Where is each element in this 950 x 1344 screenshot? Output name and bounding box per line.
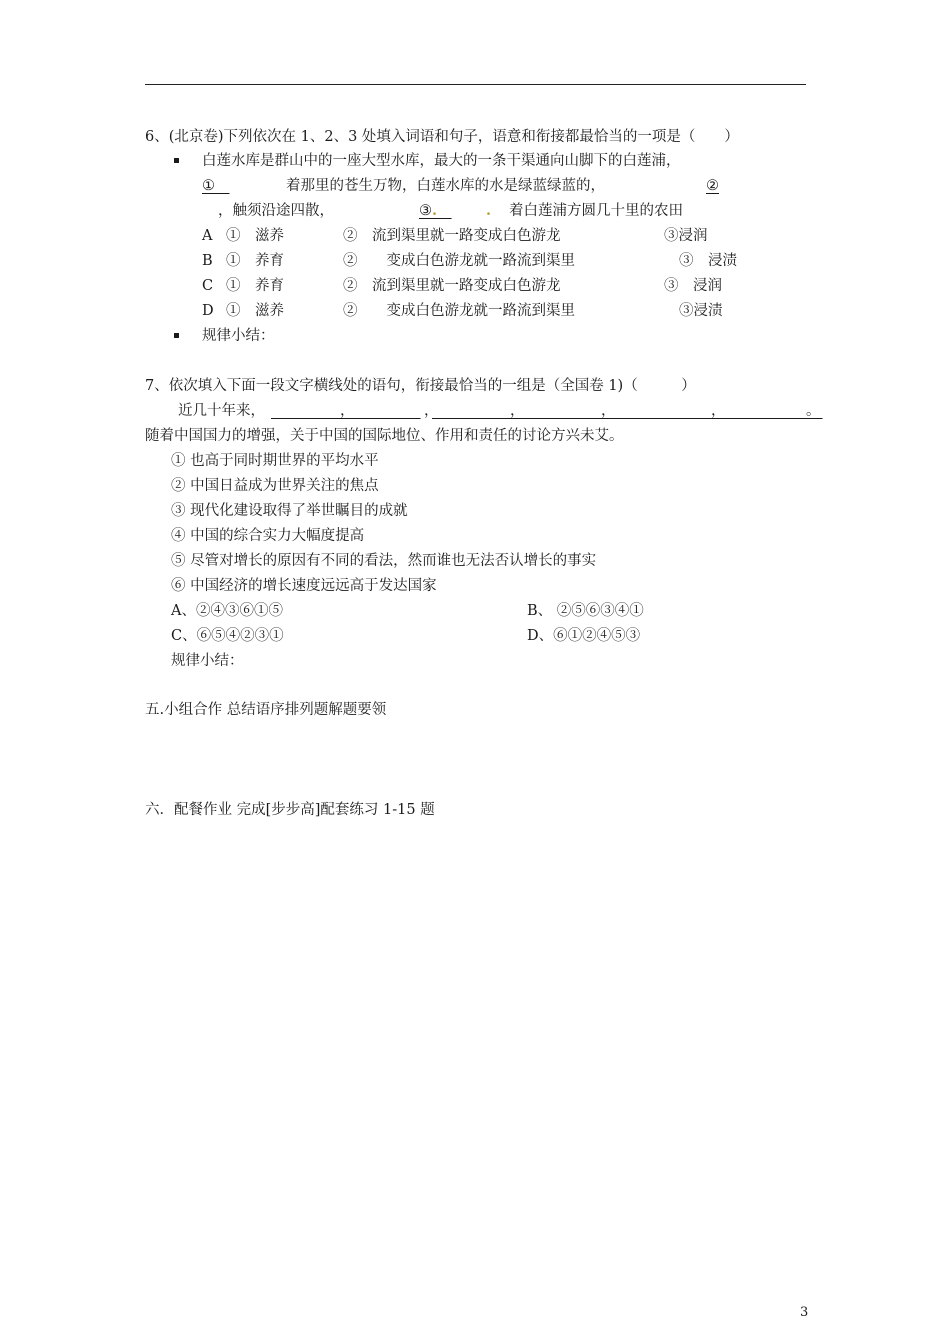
section-6-heading: 六．配餐作业 完成[步步高]配套练习 1-15 题 [145,802,435,818]
q6-blank-1: ① [202,178,230,194]
q7-period: 。 [806,403,821,419]
q6-prompt: 6、(北京卷)下列依次在 1、2、3 处填入词语和句子，语意和衔接都最恰当的一项是（ ） [145,129,739,145]
q7-sentence: ① 也高于同时期世界的平均水平 [171,453,379,469]
q6-passage-line1: 白莲水库是群山中的一座大型水库，最大的一条干渠通向山脚下的白莲浦， [202,153,681,169]
q7-option-b: B、 ②⑤⑥③④① [527,603,644,619]
q7-sentence: ⑥ 中国经济的增长速度远远高于发达国家 [171,578,437,594]
q6-blank-3: ③. [419,202,438,219]
q6-passage-line2: 着那里的苍生万物，白莲水库的水是绿蓝绿蓝的， [286,178,605,194]
q7-sentence: ④ 中国的综合实力大幅度提高 [171,528,365,544]
q6-passage-line3a: ，触须沿途四散， [218,203,334,219]
header-rule [145,84,806,85]
q7-blank-2 [348,401,421,421]
q7-prompt: 7、依次填入下面一段文字横线处的语句，衔接最恰当的一组是（全国卷 1)（ ） [145,378,696,394]
section-5-heading: 五.小组合作 总结语序排列题解题要领 [145,702,387,718]
q7-option-a: A、②④③⑥①⑤ [171,603,283,619]
q7-comma: ， [424,403,439,419]
bullet-icon [174,158,179,163]
page-number: 3 [800,1305,809,1320]
mark-dot: . [486,202,492,219]
q6-summary-label: 规律小结： [202,328,275,344]
q6-blank-2: ② [706,178,719,194]
q6-passage-line3b: 着白莲浦方圆几十里的农田 [509,203,683,219]
q7-comma: ， [711,403,726,419]
q7-continuation: 随着中国国力的增强，关于中国的国际地位、作用和责任的讨论方兴未艾。 [145,428,624,444]
q7-comma: ， [510,403,525,419]
q7-sentence: ⑤ 尽管对增长的原因有不同的看法，然而谁也无法否认增长的事实 [171,553,597,569]
q7-comma: ， [601,403,616,419]
q7-sentence: ③ 现代化建设取得了举世瞩目的成就 [171,503,408,519]
q7-sentence: ② 中国日益成为世界关注的焦点 [171,478,379,494]
q7-option-d: D、⑥①②④⑤③ [527,628,641,644]
q7-option-c: C、⑥⑤④②③① [171,628,284,644]
bullet-icon [174,333,179,338]
q7-comma: ， [340,403,355,419]
q7-lead: 近几十年来， [178,403,265,419]
q7-summary-label: 规律小结： [171,653,244,669]
